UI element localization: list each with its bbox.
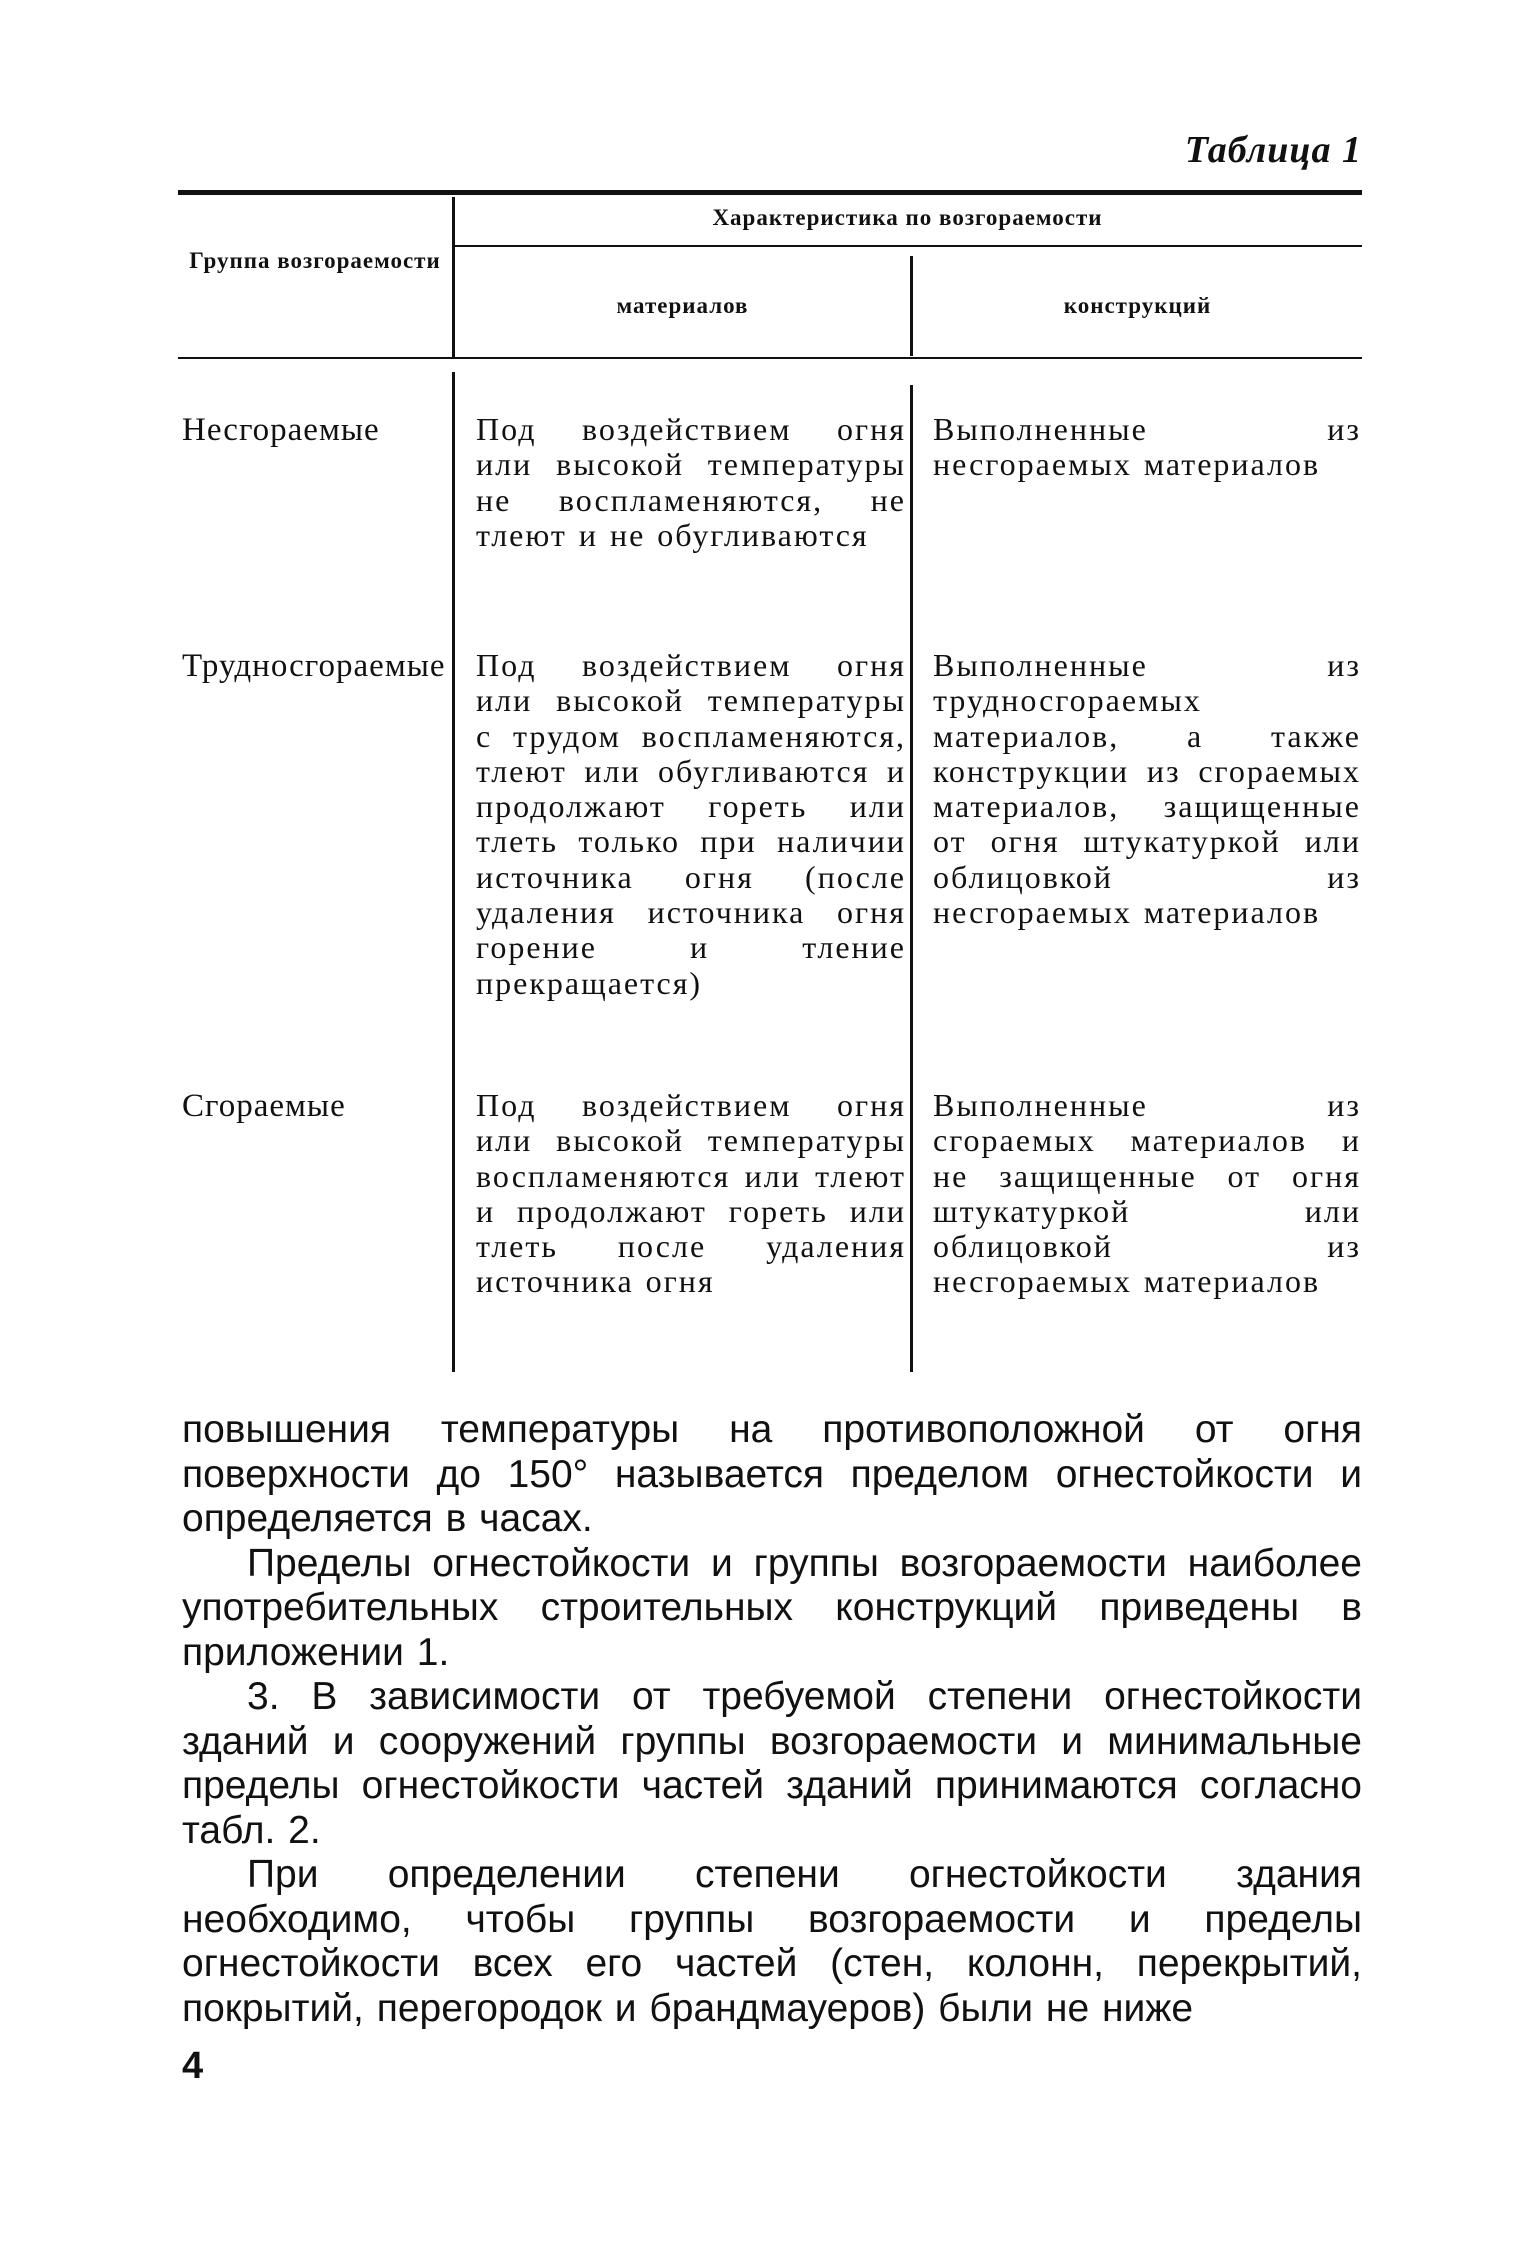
row-constructions-cell: Выполненные из несгораемых материалов (933, 411, 1361, 483)
row-materials-cell: Под воздействием огня или высокой температуры воспламеняются или тлеют и продолжают гореть или тлеть после удаления источника огня (476, 1087, 906, 1300)
column-divider-right-body (910, 385, 913, 1372)
header-characteristic: Характеристика по возгораемости (712, 205, 1103, 230)
row-group-label: Трудносгораемые (182, 648, 446, 684)
header-bottom-rule (178, 357, 1362, 359)
row-group-label: Сгораемые (182, 1088, 346, 1124)
row-constructions-cell: Выполненные из трудносгораемых материалов, а также конструкции из сгораемых материалов, защищенные от огня штукатуркой или облицовкой из несгораемых материалов (933, 647, 1361, 931)
row-constructions-cell: Выполненные из сгораемых материалов и не защищенные от огня штукатуркой или облицовкой из несгораемых материалов (933, 1087, 1361, 1300)
paragraph: Пределы огнестойкости и группы возгораемости наиболее употребительных строительных конструкций приведены в приложении 1. (182, 1541, 1362, 1674)
column-divider-right-header (910, 256, 913, 356)
row-materials-cell: Под воздействием огня или высокой температуры с трудом воспламеняются, тлеют или обугливаются и продолжают гореть или тлеть только при наличии источника огня (после удаления источника огня горение и тление прекращается) (476, 647, 906, 1001)
paragraph: повышения температуры на противоположной от огня поверхности до 150° называется пределом огнестойкости и определяется в часах. (182, 1408, 1362, 1540)
table-top-rule (178, 190, 1362, 195)
header-constructions: конструкций (1063, 293, 1212, 318)
header-group: Группа возгораемости (189, 248, 441, 273)
paragraph: 3. В зависимости от требуемой степени огнестойкости зданий и сооружений группы возгораемости и минимальные пределы огнестойкости частей зданий принимаются согласно табл. 2. (182, 1675, 1362, 1852)
page-number: 4 (182, 2045, 204, 2087)
column-divider-left-body (452, 372, 455, 1372)
header-materials: материалов (616, 293, 749, 318)
row-group-label: Несгораемые (182, 412, 380, 448)
table-caption: Таблица 1 (1184, 129, 1362, 171)
row-materials-cell: Под воздействием огня или высокой температуры не воспламеняются, не тлеют и не обугливаются (476, 411, 906, 553)
body-text (182, 1408, 1362, 2031)
paragraph: При определении степени огнестойкости здания необходимо, чтобы группы возгораемости и пределы огнестойкости всех его частей (стен, колонн, перекрытий, покрытий, перегородок и брандмауеров) были не ниже (182, 1853, 1362, 2030)
header-sub-rule (455, 245, 1362, 247)
